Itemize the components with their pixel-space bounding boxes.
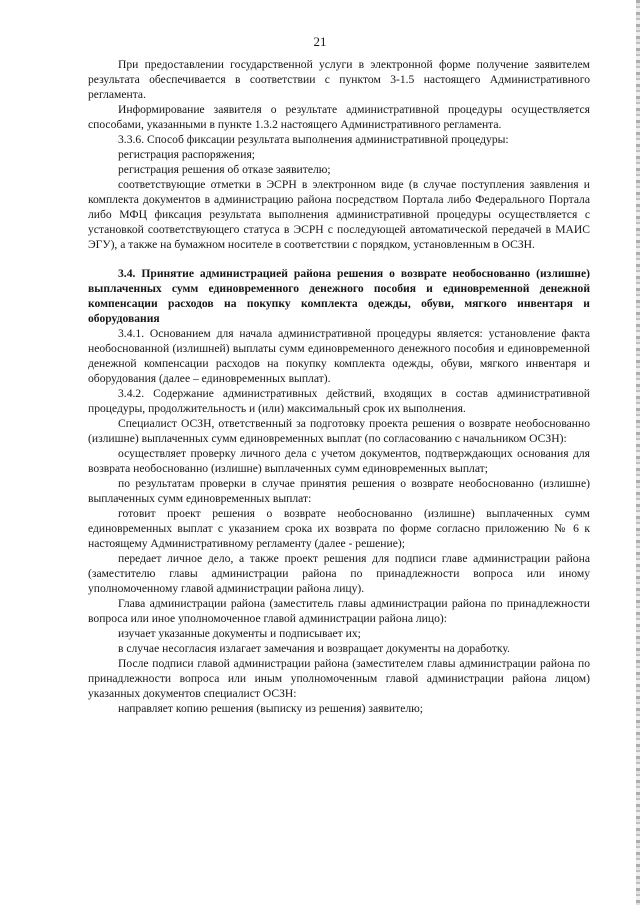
paragraph-3-4-2: 3.4.2. Содержание административных действий, входящих в состав административной процедуры, продолжительность и (или) максимальный срок их выполнения. — [88, 387, 590, 415]
section-gap — [88, 252, 590, 266]
paragraph-electronic-result: При предоставлении государственной услуги в электронной форме получение заявителем результата обеспечивается в соответствии с пунктом 3-1.5 настоящего Административного регламента. — [88, 58, 590, 101]
paragraph-3-3-6: 3.3.6. Способ фиксации результата выполнения административной процедуры: — [118, 133, 509, 146]
list-item-study-sign: изучает указанные документы и подписывает их; — [118, 627, 361, 640]
document-body — [88, 57, 590, 716]
paragraph-head-of-administration: Глава администрации района (заместитель главы администрации района по принадлежности вопроса или иное уполномоченное главой администрации района лицо): — [88, 597, 590, 625]
list-item-send-copy: направляет копию решения (выписку из решения) заявителю; — [118, 702, 424, 715]
page-number: 21 — [313, 34, 327, 49]
list-item-prepare-draft: готовит проект решения о возврате необоснованно (излишне) выплаченных сумм единовременных выплат с указанием срока их возврата по форме согласно приложению № 6 к настоящему Административному регламенту (далее - решение); — [88, 507, 590, 550]
paragraph-after-signature: После подписи главой администрации района (заместителем главы администрации района по принадлежности вопроса или иным уполномоченным главой администрации района лицом) указанных документов специалист ОСЗН: — [88, 657, 590, 700]
paragraph-3-4-1: 3.4.1. Основанием для начала административной процедуры является: установление факта необоснованной (излишней) выплаты сумм единовременного денежного пособия и единовременной денежной компенсации расходов на покупку комплекта одежды, обуви, мягкого инвентаря и оборудования (далее – единовременных выплат). — [88, 327, 590, 385]
list-item-transfer-file: передает личное дело, а также проект решения для подписи главе администрации района (заместителю главы администрации района по принадлежности вопроса или иному уполномоченному главой администрации района лицу). — [88, 552, 590, 595]
paragraph-specialist: Специалист ОСЗН, ответственный за подготовку проекта решения о возврате необоснованно (излишне) выплаченных сумм единовременных выплат (по согласованию с начальником ОСЗН): — [88, 417, 590, 445]
list-item-check-file: осуществляет проверку личного дела с учетом документов, подтверждающих основания для возврата необоснованно (излишне) выплаченных сумм единовременных выплат; — [88, 447, 590, 475]
section-heading-3-4: 3.4. Принятие администрацией района решения о возврате необоснованно (излишне) выплаченных сумм единовременного денежного пособия и единовременной денежной компенсации расходов на покупку комплекта одежды, обуви, мягкого инвентаря и оборудования — [88, 267, 590, 325]
paragraph-informing: Информирование заявителя о результате административной процедуры осуществляется способами, указанными в пункте 1.3.2 настоящего Административного регламента. — [88, 103, 590, 131]
paragraph-esrn-marks: соответствующие отметки в ЭСРН в электронном виде (в случае поступления заявления и комплекта документов в администрацию района посредством Портала либо Федерального Портала либо МФЦ фиксация результата выполнения административной процедуры осуществляется с установкой соответствующего статуса в ЭСРН с последующей автоматической передачей в МАИС ЭГУ), а также на бумажном носителе в соответствии с порядком, установленным в ОСЗН. — [88, 178, 590, 251]
list-item-registration-order: регистрация распоряжения; — [118, 148, 256, 161]
list-item-disagreement: в случае несогласия излагает замечания и возвращает документы на доработку. — [118, 642, 510, 655]
scan-edge-artifact — [636, 0, 640, 905]
list-item-registration-refusal: регистрация решения об отказе заявителю; — [118, 163, 331, 176]
paragraph-check-results: по результатам проверки в случае принятия решения о возврате необоснованно (излишне) выплаченных сумм единовременных выплат: — [88, 477, 590, 505]
